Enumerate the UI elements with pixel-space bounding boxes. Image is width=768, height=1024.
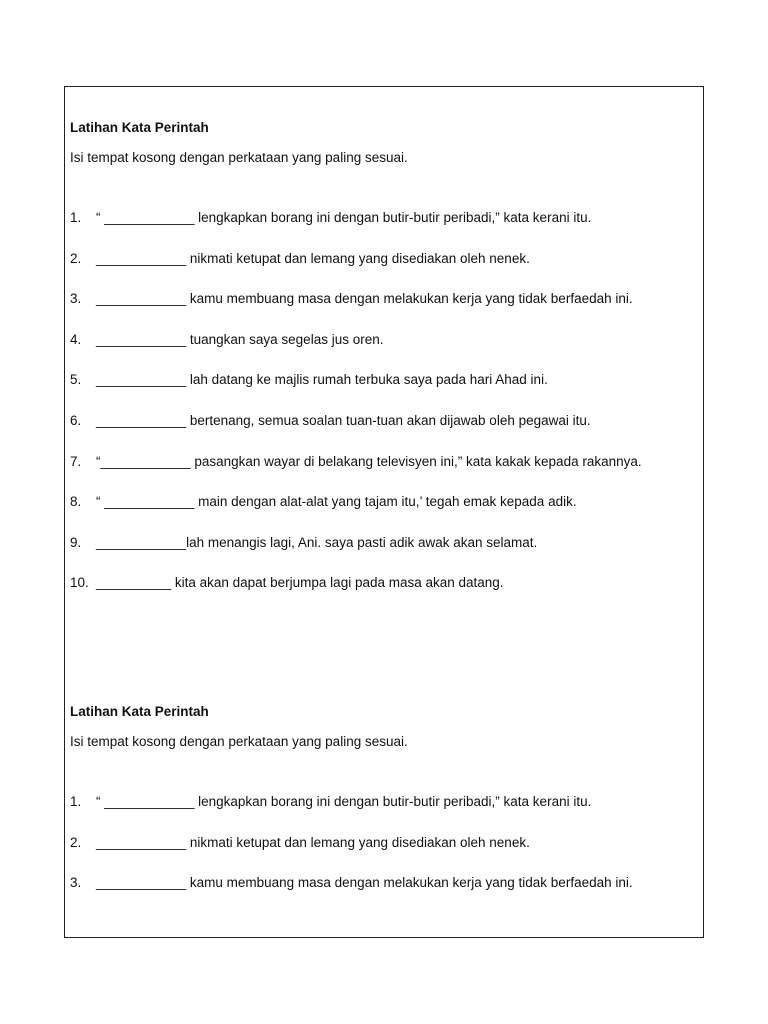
question-number: 6. [70,412,82,428]
question-number: 1. [70,794,82,809]
question-text: ____________ kamu membuang masa dengan melakukan kerja yang tidak berfaedah ini. [96,875,633,891]
question-item [70,574,690,592]
question-number: 7. [70,453,82,469]
question-number: 9. [70,534,82,550]
section-instruction: Isi tempat kosong dengan perkataan yang paling sesuai. [70,150,408,165]
question-item [70,331,690,349]
question-text: “ ____________ lengkapkan borang ini dengan butir-butir peribadi,” kata kerani itu. [96,210,592,225]
question-text: “ ____________ lengkapkan borang ini dengan butir-butir peribadi,” kata kerani itu. [96,794,592,809]
question-item [70,412,690,430]
question-item [70,250,690,268]
question-item [70,534,690,552]
question-item [70,290,690,308]
section-title: Latihan Kata Perintah [70,704,209,719]
question-number: 3. [70,875,82,891]
question-text: __________ kita akan dapat berjumpa lagi pada masa akan datang. [96,575,504,591]
question-number: 1. [70,210,82,225]
section-title: Latihan Kata Perintah [70,120,209,135]
question-text: ____________ nikmati ketupat dan lemang yang disediakan oleh nenek. [96,250,530,266]
question-item [70,793,690,811]
question-item [70,453,690,471]
section-instruction: Isi tempat kosong dengan perkataan yang paling sesuai. [70,734,408,749]
question-list [70,793,690,892]
question-text: ____________lah menangis lagi, Ani. saya pasti adik awak akan selamat. [96,534,538,550]
question-number: 2. [70,834,82,850]
question-item [70,834,690,852]
question-text: ____________ bertenang, semua soalan tuan-tuan akan dijawab oleh pegawai itu. [96,412,591,428]
question-item [70,493,690,511]
question-list [70,209,690,592]
question-text: ____________ nikmati ketupat dan lemang yang disediakan oleh nenek. [96,834,530,850]
question-number: 4. [70,331,82,347]
question-number: 8. [70,494,82,510]
worksheet-section-2 [70,703,690,915]
question-text: ____________ lah datang ke majlis rumah terbuka saya pada hari Ahad ini. [96,372,548,388]
question-text: “____________ pasangkan wayar di belakang televisyen ini,” kata kakak kepada rakannya. [96,453,642,469]
question-number: 3. [70,291,82,307]
question-text: “ ____________ main dengan alat-alat yang tajam itu,’ tegah emak kepada adik. [96,494,577,510]
question-number: 2. [70,250,82,266]
question-number: 10. [70,575,89,591]
question-item [70,209,690,227]
question-text: ____________ kamu membuang masa dengan melakukan kerja yang tidak berfaedah ini. [96,291,633,307]
worksheet-section-1 [70,119,690,615]
question-number: 5. [70,372,82,388]
question-text: ____________ tuangkan saya segelas jus oren. [96,331,384,347]
question-item [70,874,690,892]
question-item [70,371,690,389]
